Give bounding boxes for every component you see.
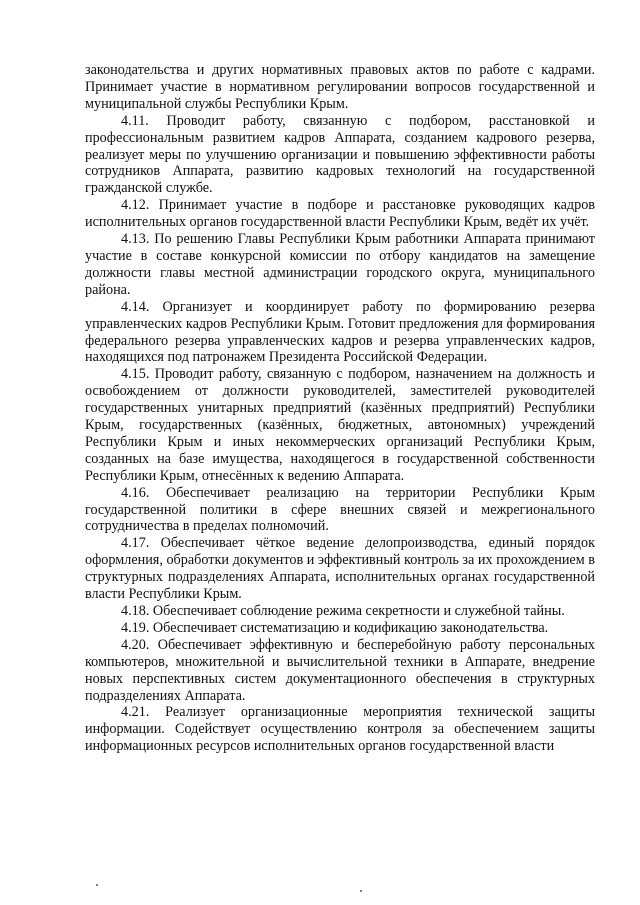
paragraph-4-19: 4.19. Обеспечивает систематизацию и кодификацию законодательства.: [121, 619, 549, 636]
paragraph-4-14: 4.14. Организует и координирует работу по формированию резерва управленческих кадров Республики Крым. Готовит предложения для формирования федерального резерва управленческих кадров и резерва управленческих кадров, находящихся под патронажем Президента Российской Федерации.: [85, 298, 595, 366]
paragraph-4-12: 4.12. Принимает участие в подборе и расстановке руководящих кадров исполнительных органов государственной власти Республики Крым, ведёт их учёт.: [85, 197, 595, 231]
paragraph-4-18: 4.18. Обеспечивает соблюдение режима секретности и служебной тайны.: [121, 603, 565, 619]
paragraph-4-11: 4.11. Проводит работу, связанную с подбором, расстановкой и профессиональным развитием кадров Аппарата, созданием кадрового резерва, реализует меры по улучшению организации и повышению эффективности работы сотрудников Аппарата, развитию кадровых технологий на государственной гражданской службе.: [85, 112, 595, 197]
paragraph-4-13: 4.13. По решению Главы Республики Крым работники Аппарата принимают участие в составе конкурсной комиссии по отбору кандидатов на замещение должности главы местной администрации городского округа, муниципального района.: [85, 231, 595, 298]
paragraph-4-15: 4.15. Проводит работу, связанную с подбором, назначением на должность и освобождением от должности руководителей, заместителей руководителей государственных унитарных предприятий (казённых предприятий) Республики Крым, государственных (казённых, бюджетных, автономных) учреждений Республики Крым и иных некоммерческих организаций Республики Крым, созданных на базе имущества, находящегося в государственной собственности Республики Крым, отнесённых к ведению Аппарата.: [85, 366, 595, 484]
scan-speck: [360, 890, 362, 892]
scan-speck: [96, 884, 98, 886]
paragraph-4-20: 4.20. Обеспечивает эффективную и бесперебойную работу персональных компьютеров, множительной и вычислительной техники в Аппарате, внедрение новых перспективных систем документационного обеспечения в структурных подразделениях Аппарата.: [85, 636, 595, 704]
document-body: [85, 62, 595, 755]
paragraph-continuation: законодательства и других нормативных правовых актов по работе с кадрами. Принимает участие в нормативном регулировании вопросов государственной и муниципальной службы Республики Крым.: [85, 62, 595, 112]
paragraph-4-16: 4.16. Обеспечивает реализацию на территории Республики Крым государственной политики в сфере внешних связей и межрегионального сотрудничества в пределах полномочий.: [85, 484, 595, 535]
paragraph-4-21: 4.21. Реализует организационные мероприятия технической защиты информации. Содействует осуществлению контроля за обеспечением защиты информационных ресурсов исполнительных органов государственной власти: [85, 704, 595, 755]
paragraph-4-17: 4.17. Обеспечивает чёткое ведение делопроизводства, единый порядок оформления, обработки документов и эффективный контроль за их прохождением в структурных подразделениях Аппарата, исполнительных органах государственной власти Республики Крым.: [85, 535, 595, 603]
